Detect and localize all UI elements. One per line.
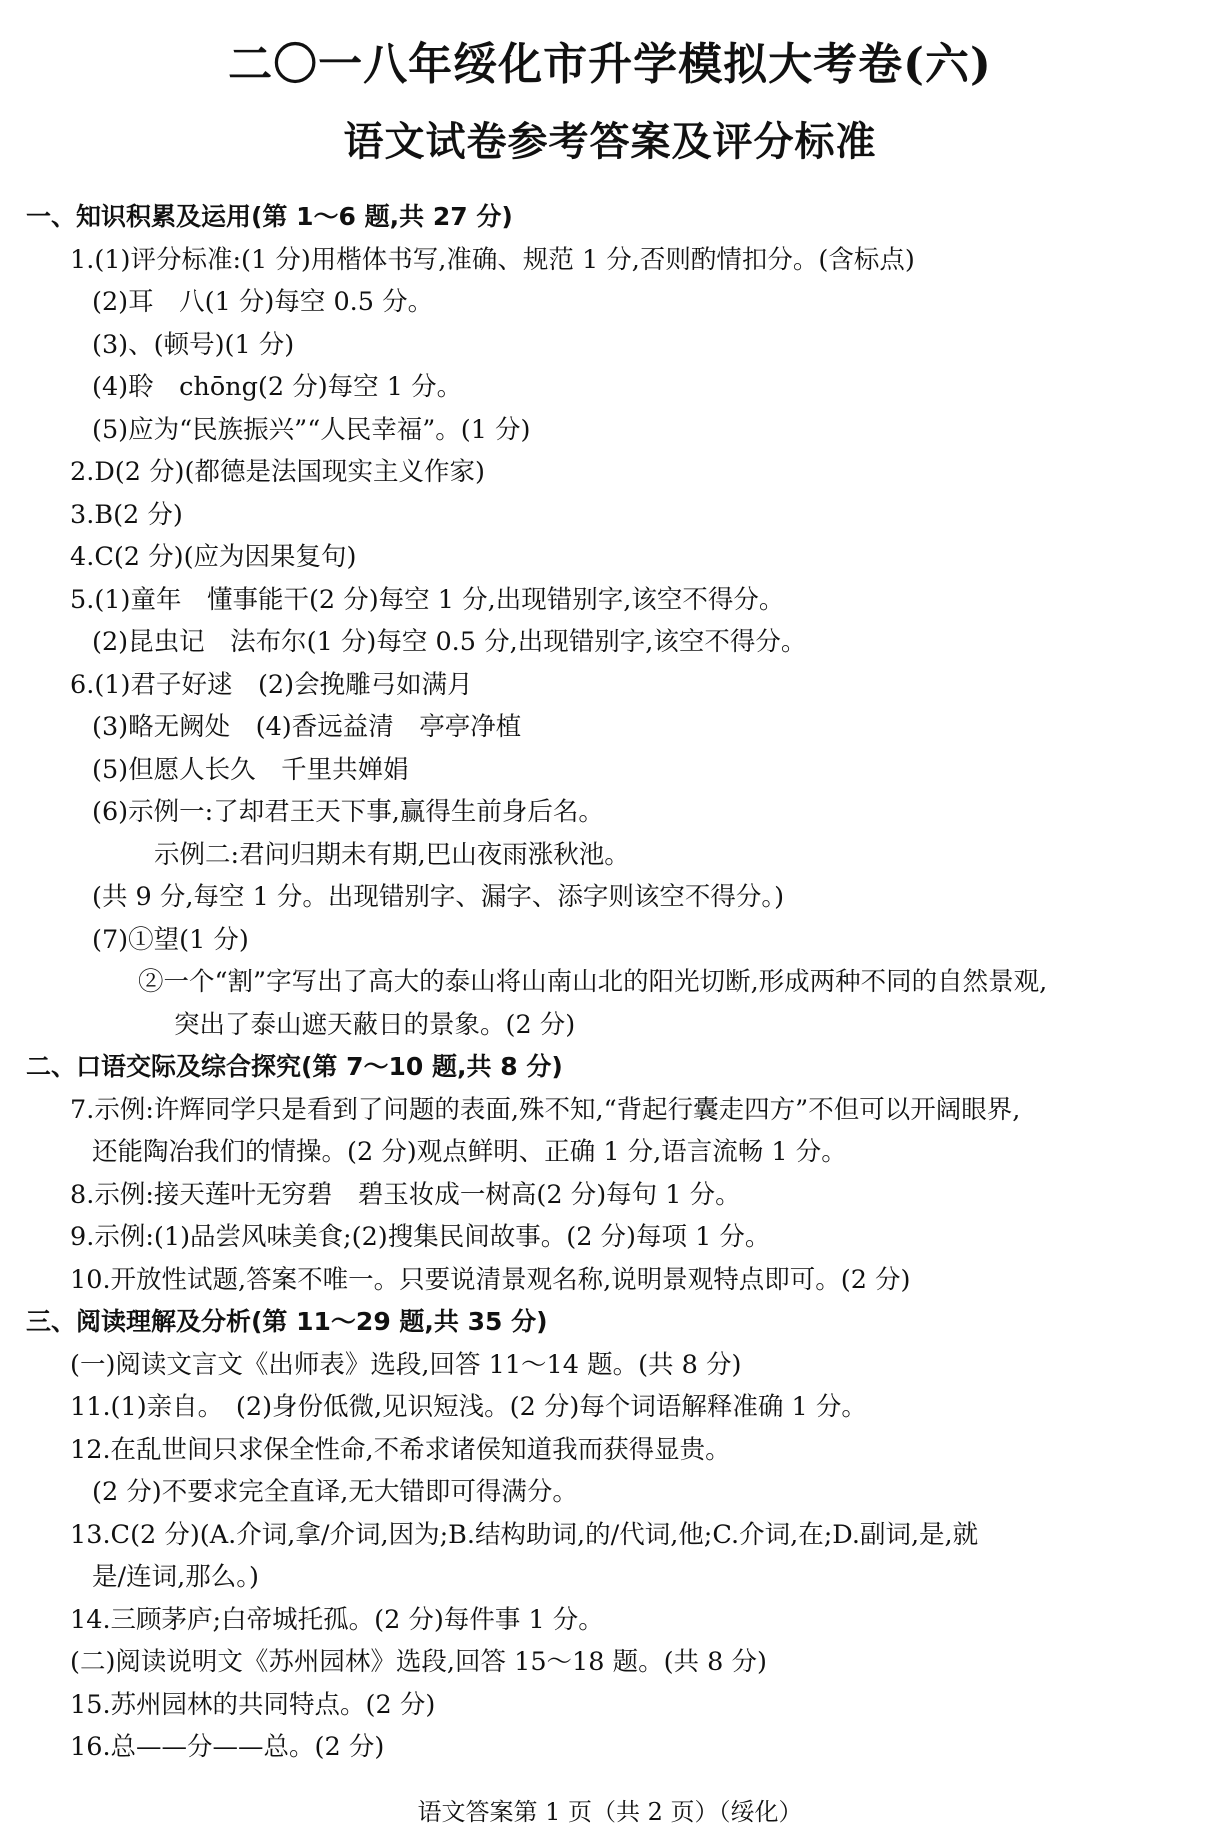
answer-line: 10.开放性试题,答案不唯一。只要说清景观名称,说明景观特点即可。(2 分)	[70, 1264, 911, 1295]
answer-line: (6)示例一:了却君王天下事,赢得生前身后名。	[92, 797, 604, 827]
answer-line: 6.(1)君子好逑 (2)会挽雕弓如满月	[70, 669, 473, 700]
section-heading: 一、知识积累及运用(第 1～6 题,共 27 分)	[26, 202, 513, 231]
answer-line: ②一个“割”字写出了高大的泰山将山南山北的阳光切断,形成两种不同的自然景观,	[138, 967, 1048, 997]
answer-line: 12.在乱世间只求保全性命,不希求诸侯知道我而获得显贵。	[70, 1434, 731, 1465]
answer-line: (共 9 分,每空 1 分。出现错别字、漏字、添字则该空不得分。)	[92, 882, 785, 912]
section-heading: 二、口语交际及综合探究(第 7～10 题,共 8 分)	[26, 1052, 563, 1081]
answer-line: (7)①望(1 分)	[92, 924, 249, 955]
answer-line: (2)耳 八(1 分)每空 0.5 分。	[92, 287, 434, 317]
answer-line: (2 分)不要求完全直译,无大错即可得满分。	[92, 1477, 578, 1507]
answer-line: (二)阅读说明文《苏州园林》选段,回答 15～18 题。(共 8 分)	[70, 1647, 767, 1677]
answer-line: 4.C(2 分)(应为因果复句)	[70, 542, 357, 572]
answer-line: (5)应为“民族振兴”“人民幸福”。(1 分)	[92, 414, 531, 445]
answer-line: (2)昆虫记 法布尔(1 分)每空 0.5 分,出现错别字,该空不得分。	[92, 627, 807, 657]
answer-line: 8.示例:接天莲叶无穷碧 碧玉妆成一树高(2 分)每句 1 分。	[70, 1179, 741, 1210]
section-heading: 三、阅读理解及分析(第 11～29 题,共 35 分)	[26, 1307, 548, 1336]
page-footer: 语文答案第 1 页（共 2 页）（绥化）	[417, 1798, 803, 1826]
answer-line: 16.总——分——总。(2 分)	[70, 1732, 385, 1762]
answer-line: (5)但愿人长久 千里共婵娟	[92, 754, 409, 785]
answer-line: 2.D(2 分)(都德是法国现实主义作家)	[70, 457, 485, 487]
answer-line: 1.(1)评分标准:(1 分)用楷体书写,准确、规范 1 分,否则酌情扣分。(含标点)	[70, 244, 915, 275]
answer-line: (一)阅读文言文《出师表》选段,回答 11～14 题。(共 8 分)	[70, 1349, 742, 1380]
answer-content	[26, 196, 1206, 1769]
answer-line: 3.B(2 分)	[70, 499, 183, 530]
answer-line: 7.示例:许辉同学只是看到了问题的表面,殊不知,“背起行囊走四方”不但可以开阔眼界,	[70, 1094, 1021, 1125]
answer-line: 11.(1)亲自。 (2)身份低微,见识短浅。(2 分)每个词语解释准确 1 分。	[70, 1392, 867, 1422]
page-subtitle: 语文试卷参考答案及评分标准	[343, 118, 877, 165]
answer-line: 5.(1)童年 懂事能干(2 分)每空 1 分,出现错别字,该空不得分。	[70, 584, 785, 615]
answer-line: (3)略无阙处 (4)香远益清 亭亭净植	[92, 712, 522, 742]
answer-line: 13.C(2 分)(A.介词,拿/介词,因为;B.结构助词,的/代词,他;C.介词,在;D.副词,是,就	[70, 1519, 979, 1550]
answer-line: 15.苏州园林的共同特点。(2 分)	[70, 1689, 436, 1720]
answer-line: 9.示例:(1)品尝风味美食;(2)搜集民间故事。(2 分)每项 1 分。	[70, 1222, 771, 1252]
answer-line: (4)聆 chōng(2 分)每空 1 分。	[92, 372, 463, 402]
answer-line: 还能陶冶我们的情操。(2 分)观点鲜明、正确 1 分,语言流畅 1 分。	[92, 1137, 847, 1167]
answer-line: 突出了泰山遮天蔽日的景象。(2 分)	[174, 1009, 576, 1040]
answer-line: 14.三顾茅庐;白帝城托孤。(2 分)每件事 1 分。	[70, 1604, 604, 1635]
answer-line: 示例二:君问归期未有期,巴山夜雨涨秋池。	[154, 839, 630, 870]
answer-line: (3)、(顿号)(1 分)	[92, 329, 295, 360]
answer-line: 是/连词,那么。)	[92, 1562, 259, 1592]
page-title: 二〇一八年绥化市升学模拟大考卷(六)	[228, 39, 992, 90]
